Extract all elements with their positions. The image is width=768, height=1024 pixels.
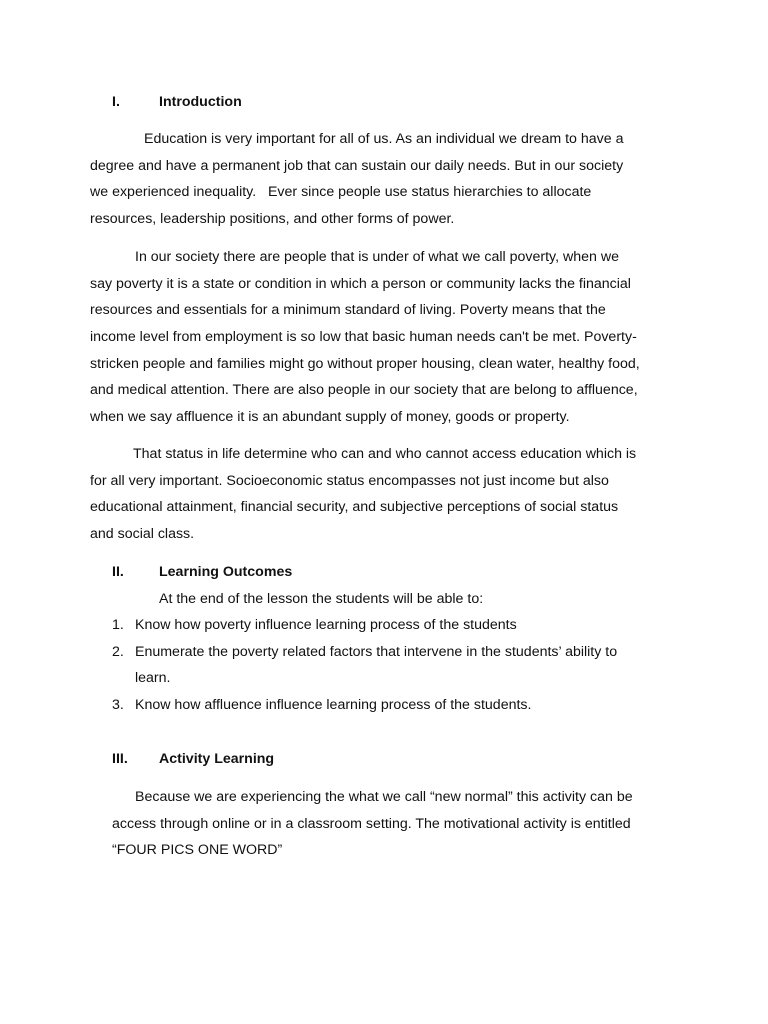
intro-paragraph-1 (90, 126, 623, 233)
intro-paragraph-2 (90, 244, 640, 431)
text-line: That status in life determine who can and who cannot access education which is (133, 446, 637, 462)
text-line: and social class. (90, 526, 195, 543)
text-line: “FOUR PICS ONE WORD” (112, 842, 283, 859)
text-line: educational attainment, financial security, and subjective perceptions of social status (90, 499, 619, 516)
list-item (112, 692, 672, 719)
text-line: learn. (135, 670, 171, 687)
text-line: degree and have a permanent job that can sustain our daily needs. But in our society (90, 157, 624, 174)
list-item (112, 639, 672, 692)
text-line: Enumerate the poverty related factors that intervene in the students’ ability to (135, 643, 618, 660)
text-line: and medical attention. There are also people in our society that are belong to affluence, (90, 382, 638, 399)
text-line: resources and essentials for a minimum standard of living. Poverty means that the (90, 302, 606, 319)
list-marker: 1. (112, 617, 124, 633)
text-line: Know how poverty influence learning process of the students (135, 617, 517, 633)
list-marker: 3. (112, 697, 124, 714)
text-line: stricken people and families might go without proper housing, clean water, healthy food, (90, 355, 640, 372)
section-title: Activity Learning (159, 751, 275, 767)
text-line: for all very important. Socioeconomic status encompasses not just income but also (90, 472, 609, 489)
text-line: when we say affluence it is an abundant supply of money, goods or property. (90, 409, 570, 426)
list-item (112, 612, 672, 639)
section-number: II. (112, 564, 124, 580)
section-number: I. (112, 94, 120, 110)
text-line: At the end of the lesson the students will be able to: (159, 591, 484, 607)
text-line: resources, leadership positions, and other forms of power. (90, 211, 455, 228)
outcomes-list (112, 612, 672, 719)
section-title: Introduction (159, 94, 242, 110)
list-marker: 2. (112, 643, 124, 660)
section-title: Learning Outcomes (159, 564, 293, 580)
text-line: we experienced inequality. Ever since people use status hierarchies to allocate (90, 184, 592, 201)
text-line: Education is very important for all of us. As an individual we dream to have a (144, 131, 624, 147)
text-line: access through online or in a classroom setting. The motivational activity is entitled (112, 815, 631, 832)
outcomes-lead (159, 586, 483, 613)
text-line: In our society there are people that is under of what we call poverty, when we (135, 249, 619, 265)
text-line: say poverty it is a state or condition in which a person or community lacks the financial (90, 275, 631, 292)
text-line: Know how affluence influence learning process of the students. (135, 697, 532, 714)
section-number: III. (112, 751, 128, 767)
text-line: Because we are experiencing the what we call “new normal” this activity can be (135, 789, 633, 805)
activity-paragraph (112, 784, 633, 864)
intro-paragraph-3 (90, 441, 636, 548)
text-line: income level from employment is so low that basic human needs can't be met. Poverty- (90, 329, 637, 346)
